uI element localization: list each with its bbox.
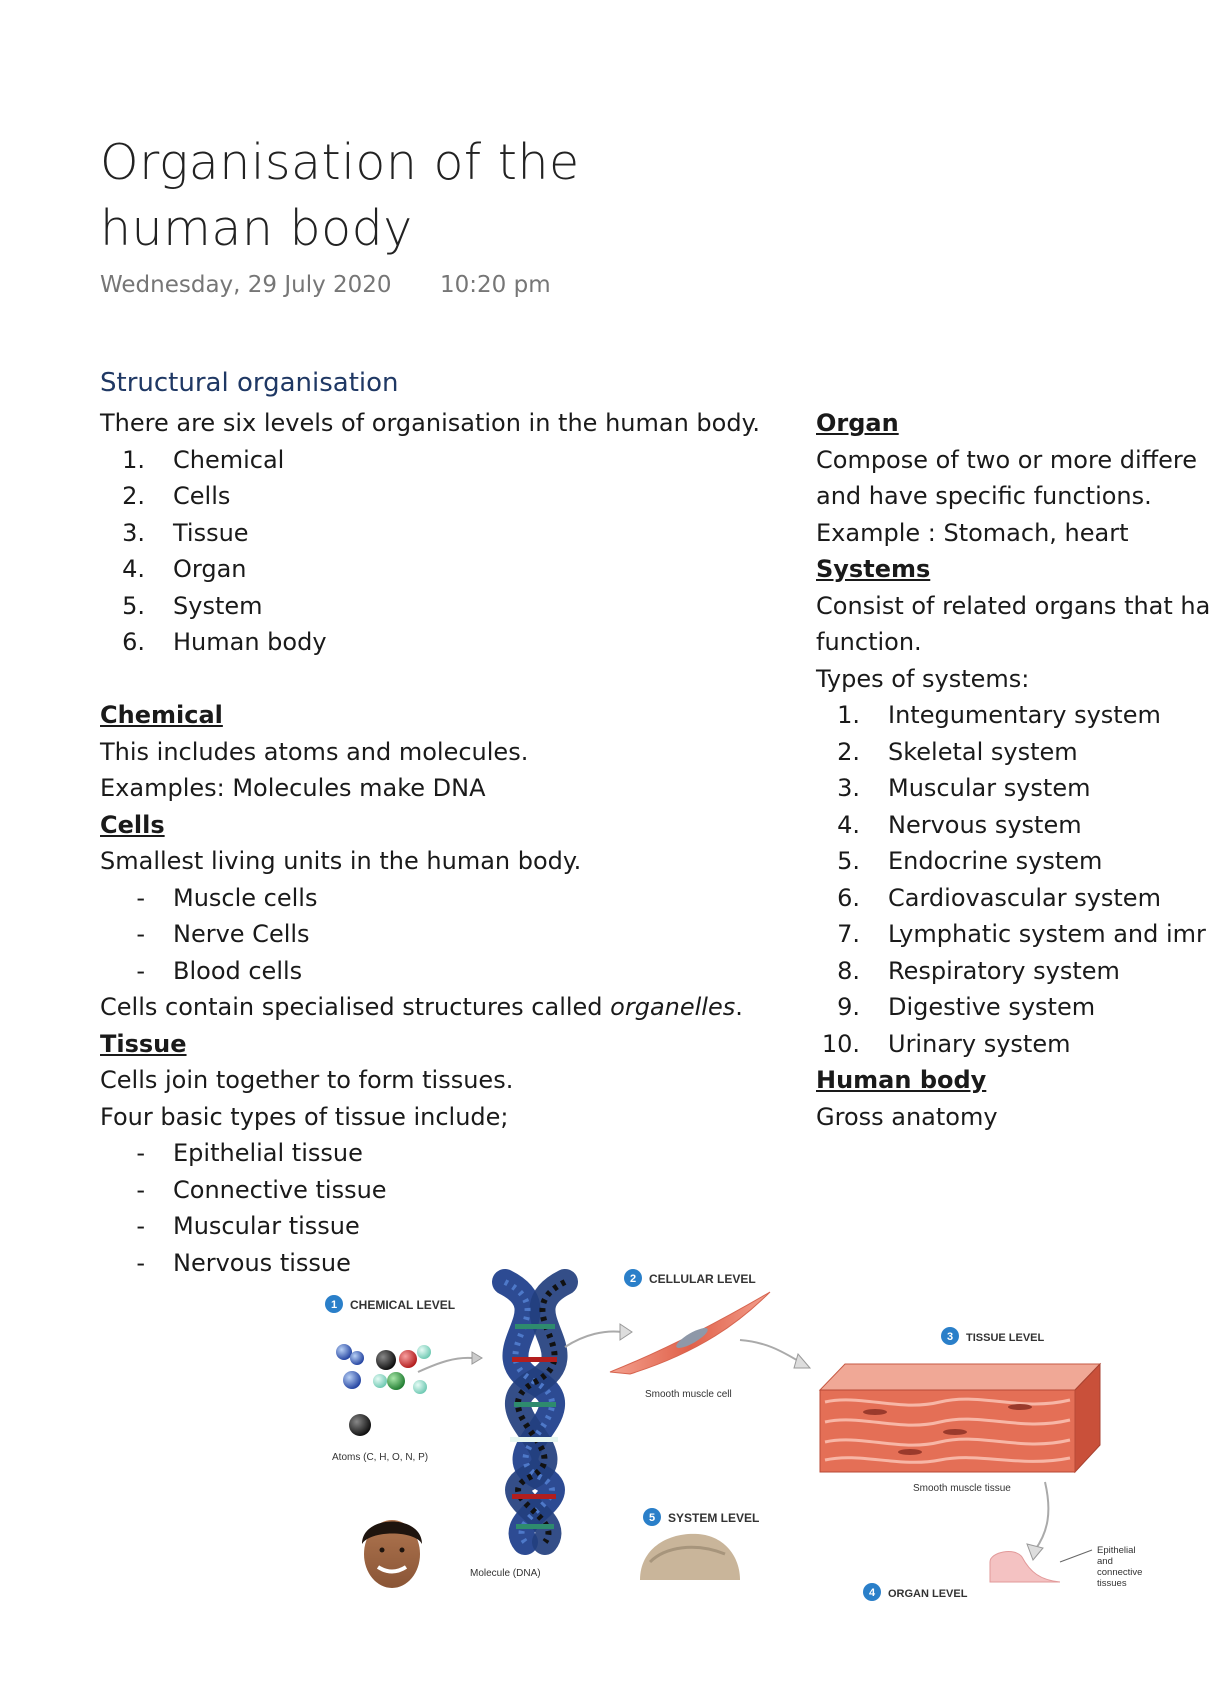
tissue-bullet: - Epithelial tissue [136, 1139, 363, 1167]
systems-line: Types of systems: [816, 664, 1030, 693]
level-item: 1. Chemical [122, 445, 285, 474]
system-item: 1. Integumentary system [837, 701, 1161, 729]
systems-line: function. [816, 628, 922, 656]
svg-text:tissues: tissues [1097, 1578, 1127, 1589]
svg-text:CELLULAR LEVEL: CELLULAR LEVEL [649, 1272, 756, 1286]
system-item: 2. Skeletal system [837, 737, 1078, 766]
molecule-caption: Molecule (DNA) [470, 1568, 541, 1579]
level-item: 3. Tissue [122, 518, 249, 547]
system-item: 7. Lymphatic system and imr [837, 920, 1206, 948]
cells-bullet: - Muscle cells [136, 883, 318, 912]
organ-line: Example : Stomach, heart [816, 518, 1129, 547]
svg-text:ORGAN LEVEL: ORGAN LEVEL [888, 1588, 968, 1600]
level-item: 4. Organ [122, 555, 247, 583]
levels-figure-svg [300, 1262, 1200, 1600]
person-illustration [362, 1520, 422, 1588]
organelles-line: Cells contain specialised structures called organelles. [100, 993, 743, 1021]
head-silhouette-illustration [640, 1534, 740, 1580]
tissue-line: Cells join together to form tissues. [100, 1066, 514, 1094]
arrow-icon [620, 1324, 632, 1340]
intro-text: There are six levels of organisation in the human body. [100, 409, 760, 437]
cells-desc: Smallest living units in the human body. [100, 847, 582, 875]
chemical-line: Examples: Molecules make DNA [100, 774, 486, 802]
system-item: 4. Nervous system [837, 810, 1082, 839]
human-body-heading: Human body [816, 1066, 987, 1094]
smooth-muscle-cell-illustration [610, 1292, 770, 1400]
stomach-organ-illustration [990, 1550, 1092, 1582]
tissue-bullet: - Muscular tissue [136, 1212, 360, 1240]
system-item: 6. Cardiovascular system [837, 883, 1161, 912]
system-item: 8. Respiratory system [837, 956, 1120, 985]
systems-heading: Systems [816, 555, 931, 583]
section-heading: Structural organisation [100, 368, 399, 398]
cells-heading: Cells [100, 810, 165, 839]
blank-line [100, 661, 820, 698]
system-item: 10. Urinary system [821, 1029, 1071, 1058]
svg-text:1: 1 [330, 1299, 338, 1311]
system-item: 9. Digestive system [837, 993, 1096, 1021]
svg-text:TISSUE LEVEL: TISSUE LEVEL [966, 1332, 1045, 1344]
organ-line: and have specific functions. [816, 482, 1152, 510]
human-body-desc: Gross anatomy [816, 1102, 998, 1131]
tissue-heading: Tissue [100, 1029, 187, 1058]
epithelial-caption [1097, 1545, 1142, 1589]
level-item: 6. Human body [122, 628, 327, 656]
atoms-caption: Atoms (C, H, O, N, P) [332, 1452, 429, 1463]
svg-text:2: 2 [629, 1273, 637, 1285]
svg-text:SYSTEM LEVEL: SYSTEM LEVEL [668, 1511, 760, 1525]
levels-figure [300, 1262, 1200, 1600]
arrow-icon [1035, 1482, 1048, 1550]
tissue-line: Four basic types of tissue include; [100, 1102, 509, 1131]
atoms-illustration [332, 1344, 431, 1463]
chemical-level-label [325, 1295, 455, 1313]
page-title: Organisation of the human body [100, 134, 580, 257]
svg-text:4: 4 [868, 1587, 876, 1599]
left-column [100, 405, 820, 1281]
tissue-bullet: - Nervous tissue [136, 1248, 351, 1277]
svg-text:5: 5 [648, 1512, 656, 1524]
organ-heading: Organ [816, 409, 899, 437]
organ-line: Compose of two or more differe [816, 445, 1198, 474]
tissue-level-label [941, 1327, 1045, 1345]
tissue-caption: Smooth muscle tissue [913, 1483, 1011, 1494]
svg-text:3: 3 [946, 1331, 954, 1343]
cells-bullet: - Nerve Cells [136, 920, 310, 948]
chemical-heading: Chemical [100, 701, 223, 729]
level-item: 5. System [122, 591, 263, 620]
page-time: 10:20 pm [440, 272, 551, 298]
arrow-icon [1027, 1544, 1043, 1560]
svg-text:CHEMICAL LEVEL: CHEMICAL LEVEL [350, 1298, 456, 1312]
smooth-muscle-tissue-illustration [820, 1364, 1100, 1494]
svg-text:Epithelial: Epithelial [1097, 1545, 1136, 1556]
systems-line: Consist of related organs that ha [816, 591, 1210, 620]
page-date: Wednesday, 29 July 2020 [100, 272, 392, 298]
arrow-icon [565, 1332, 622, 1347]
svg-text:connective: connective [1097, 1567, 1143, 1578]
cells-bullet: - Blood cells [136, 956, 303, 985]
svg-text:and: and [1097, 1556, 1113, 1567]
chemical-line: This includes atoms and molecules. [100, 737, 529, 766]
right-column [816, 405, 1210, 1135]
arrow-icon [740, 1340, 800, 1362]
system-item: 5. Endocrine system [837, 847, 1103, 875]
cellular-level-label [624, 1269, 756, 1287]
level-item: 2. Cells [122, 482, 231, 510]
arrow-icon [794, 1354, 810, 1368]
organ-level-label [863, 1583, 968, 1601]
dna-molecule-illustration [470, 1282, 565, 1579]
system-item: 3. Muscular system [837, 774, 1091, 802]
cell-caption: Smooth muscle cell [645, 1389, 732, 1400]
arrow-icon [472, 1352, 482, 1364]
arrow-icon [418, 1358, 472, 1372]
tissue-bullet: - Connective tissue [136, 1175, 387, 1204]
system-level-label [643, 1508, 759, 1526]
